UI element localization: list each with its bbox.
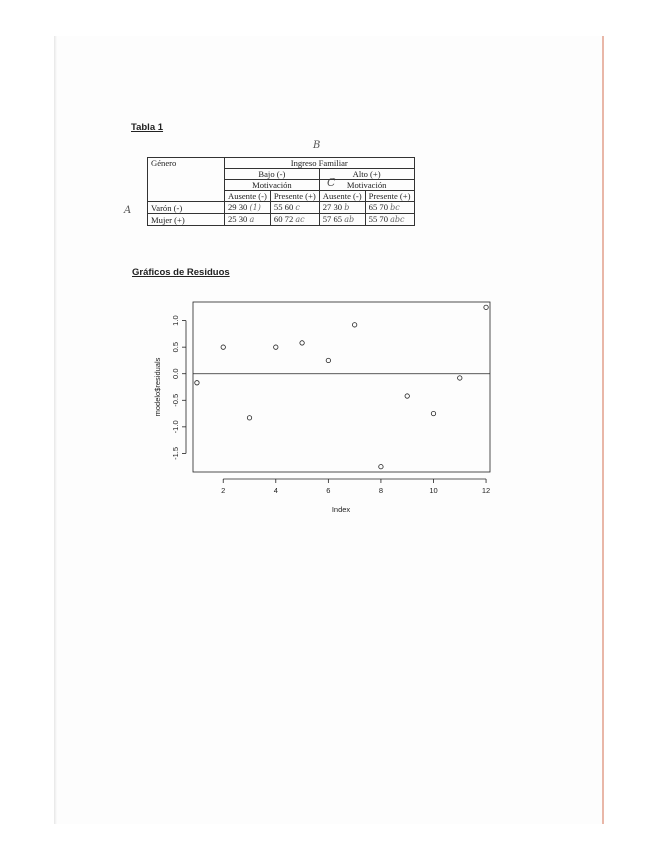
- cell-values: 27 30: [322, 202, 343, 212]
- x-tick-label: 8: [378, 486, 384, 495]
- x-tick-label: 2: [221, 486, 226, 495]
- x-axis: [221, 479, 490, 495]
- cell-values: 55 70: [368, 214, 388, 224]
- data-point: [379, 464, 383, 468]
- header-alto: Alto (+): [319, 169, 414, 180]
- header-ausente-alto: Ausente (-): [319, 191, 365, 202]
- cell-values: 29 30: [228, 202, 248, 212]
- y-axis: [171, 315, 186, 460]
- y-axis-label: modelo$residuals: [153, 357, 162, 417]
- cell-values: 25 30: [228, 214, 248, 224]
- cell-annotation: a: [249, 215, 255, 224]
- header-motivacion-alto: Motivación: [319, 180, 414, 191]
- header-presente-bajo: Presente (+): [270, 191, 319, 202]
- cell-values: 55 60: [273, 202, 294, 212]
- y-tick-label: 0.0: [171, 368, 180, 379]
- data-point: [274, 345, 278, 349]
- cell-annotation: ac: [295, 215, 305, 224]
- x-tick-label: 10: [429, 486, 438, 495]
- data-point: [326, 358, 330, 362]
- handwritten-factor-b: B: [313, 140, 321, 151]
- row-label: Mujer (+): [148, 214, 225, 226]
- x-tick-label: 12: [481, 486, 491, 495]
- header-ausente-bajo: Ausente (-): [225, 191, 271, 202]
- chart-section-title: Gráficos de Residuos: [132, 267, 230, 278]
- y-tick-label: 1.0: [171, 315, 180, 326]
- header-presente-alto: Presente (+): [365, 191, 414, 202]
- cell-annotation: (1): [249, 203, 261, 212]
- data-point: [247, 416, 251, 420]
- table-title: Tabla 1: [131, 122, 164, 133]
- x-tick-label: 6: [326, 486, 331, 495]
- data-point: [195, 381, 199, 385]
- data-point: [405, 394, 409, 398]
- x-axis-label: Index: [331, 505, 351, 514]
- y-tick-label: -1.0: [171, 420, 180, 434]
- plot-frame: [193, 302, 490, 472]
- data-point: [221, 345, 225, 349]
- y-tick-label: 0.5: [171, 341, 180, 353]
- header-genero: Género: [148, 158, 225, 202]
- cell-annotation: bc: [390, 203, 400, 212]
- data-point: [484, 305, 488, 309]
- header-bajo: Bajo (-): [225, 169, 320, 180]
- cell-annotation: c: [295, 203, 300, 212]
- cell-annotation: b: [344, 203, 350, 212]
- data-point: [431, 411, 435, 415]
- cell-values: 60 72: [273, 214, 294, 224]
- cell-annotation: ab: [344, 215, 355, 224]
- x-tick-label: 4: [273, 486, 278, 495]
- data-point: [300, 341, 304, 345]
- y-tick-label: -0.5: [171, 393, 180, 407]
- handwritten-factor-c: C: [327, 176, 336, 189]
- row-label: Varón (-): [148, 202, 225, 214]
- cell-values: 65 70: [368, 202, 388, 212]
- data-points: [195, 305, 489, 469]
- data-point: [352, 323, 356, 327]
- y-tick-label: -1.5: [171, 446, 180, 460]
- handwritten-factor-a: A: [124, 205, 132, 216]
- data-point: [458, 376, 462, 380]
- header-motivacion-bajo: Motivación: [225, 180, 320, 191]
- cell-annotation: abc: [390, 215, 405, 224]
- header-ingreso-familiar: Ingreso Familiar: [225, 158, 415, 169]
- cell-values: 57 65: [322, 214, 343, 224]
